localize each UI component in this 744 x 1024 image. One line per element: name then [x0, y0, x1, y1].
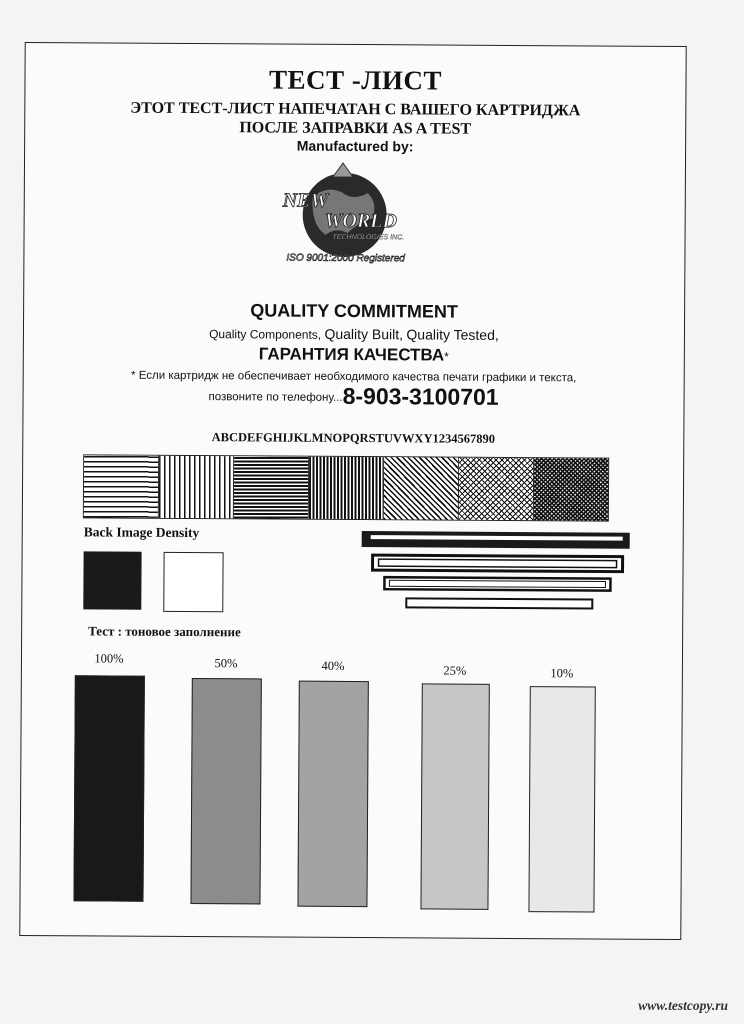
sheet-title: ТЕСТ -ЛИСТ [268, 64, 443, 96]
frame-2 [373, 555, 623, 572]
new-world-logo [262, 156, 423, 267]
phone-line [24, 381, 684, 412]
pattern-vertical-lines [159, 456, 234, 518]
fill-bar-label: 40% [321, 658, 345, 673]
manufactured-by: Manufactured by: [296, 137, 414, 155]
quality-line [24, 324, 684, 344]
fill-test-title: Тест : тоновое заполнение [88, 623, 241, 640]
subtitle-line-2: ПОСЛЕ ЗАПРАВКИ AS A TEST [239, 119, 472, 138]
fill-bar-label: 10% [550, 666, 574, 681]
test-sheet [19, 42, 686, 940]
pattern-horizontal-lines [84, 455, 159, 517]
guarantee-heading: ГАРАНТИЯ КАЧЕСТВА [258, 344, 445, 365]
quality-components: Quality Components, [209, 327, 322, 342]
logo-iso: ISO 9001:2000 Registered [286, 252, 405, 265]
fill-bar-label: 100% [94, 651, 124, 666]
pattern-dense-vertical [309, 457, 384, 519]
fill-bar [420, 683, 489, 909]
pattern-diagonal-lines [384, 457, 459, 519]
quality-heading: QUALITY COMMITMENT [250, 300, 458, 322]
pattern-dense-crosshatch [534, 458, 608, 520]
pattern-crosshatch [459, 458, 534, 520]
logo-world: WORLD [324, 209, 397, 233]
alphabet-line: ABCDEFGHIJKLMNOPQRSTUVWXY1234567890 [211, 430, 496, 446]
line-test-frames [360, 529, 651, 621]
white-density-square [163, 552, 223, 612]
fill-bar [190, 678, 261, 904]
quality-note: * Если картридж не обеспечивает необходимого качества печати графики и текста, [131, 369, 577, 385]
guarantee-asterisk: * [444, 349, 449, 364]
quality-built: Quality Built, [324, 325, 404, 343]
call-text: позвоните по телефону... [208, 391, 343, 404]
logo-technologies: TECHNOLOGIES INC. [332, 233, 405, 242]
fill-bar [528, 686, 595, 912]
fill-bar-label: 50% [214, 656, 238, 671]
fill-bar [297, 681, 368, 907]
subtitle-line-1: ЭТОТ ТЕСТ-ЛИСТ НАПЕЧАТАН С ВАШЕГО КАРТРИДЖА [130, 99, 581, 120]
quality-tested: Quality Tested, [406, 326, 499, 343]
guarantee-line [24, 343, 684, 367]
frame-4 [406, 598, 592, 608]
phone-number: 8-903-3100701 [342, 382, 499, 410]
pattern-strip [83, 454, 609, 521]
fill-bar-label: 25% [443, 663, 467, 678]
logo-new: NEW [282, 189, 329, 212]
watermark: www.testcopy.ru [638, 998, 728, 1013]
black-density-square [83, 551, 141, 609]
frame-3 [384, 577, 610, 590]
pattern-dense-horizontal [234, 456, 309, 518]
fill-bar [73, 675, 144, 901]
density-title: Back Image Density [83, 524, 200, 541]
